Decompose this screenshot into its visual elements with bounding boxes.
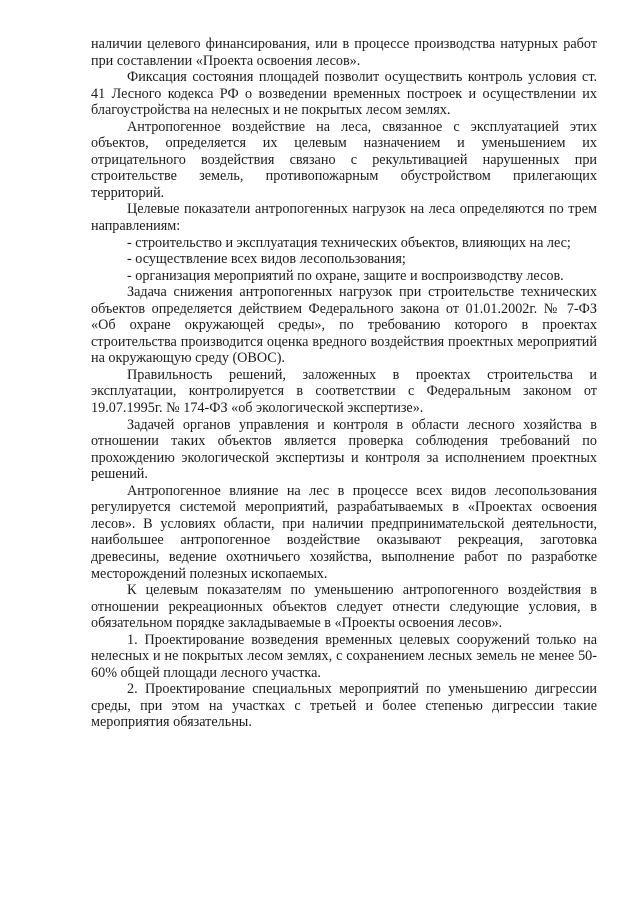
paragraph-continuation: наличии целевого финансирования, или в процессе производства натурных работ при составлении «Проекта освоения лесов». xyxy=(91,36,597,69)
paragraph-forest-use-influence: Антропогенное влияние на лес в процессе всех видов лесопользования регулируется системой мероприятий, разрабатываемых в «Проектах освоения лесов». В условиях области, при наличии предпринимательской деятельности, наибольшее антропогенное воздействие оказывают рекреация, заготовка древесины, ведение охотничьего хозяйства, выполнение работ по разработке месторождений полезных ископаемых. xyxy=(91,482,597,582)
paragraph-management-task: Задачей органов управления и контроля в области лесного хозяйства в отношении таких объектов является проверка соблюдения требований по прохождению экологической экспертизы и контроля за исполнением проектных решений. xyxy=(91,416,597,483)
list-item-protection: - организация мероприятий по охране, защите и воспроизводству лесов. xyxy=(127,267,564,284)
paragraph-reduction-task: Задача снижения антропогенных нагрузок при строительстве технических объектов определяется действием Федерального закона от 01.01.2002г. № 7-ФЗ «Об охране окружающей среды», по требованию которого в проектах строительства производится оценка вредного воздействия проектных мероприятий на окружающую среду (ОВОС). xyxy=(91,284,597,367)
list-item-forest-use: - осуществление всех видов лесопользования; xyxy=(127,251,406,268)
paragraph-recreation-indicators: К целевым показателям по уменьшению антропогенного воздействия в отношении рекреационных объектов следует отнести следующие условия, в обязательном порядке закладываемые в «Проекты освоения лесов». xyxy=(91,582,597,632)
list-item-construction: - строительство и эксплуатация технических объектов, влияющих на лес; xyxy=(127,234,571,251)
numbered-item-1: 1. Проектирование возведения временных целевых сооружений только на нелесных и не покрытых лесом землях, с сохранением лесных земель не менее 50-60% общей площади лесного участка. xyxy=(91,631,597,681)
paragraph-target-indicators: Целевые показатели антропогенных нагрузок на леса определяются по трем направлениям: xyxy=(91,201,597,235)
paragraph-area-fixation: Фиксация состояния площадей позволит осуществить контроль условия ст. 41 Лесного кодекса РФ о возведении временных построек и осуществлении их благоустройства на нелесных и не покрытых лесом землях. xyxy=(91,69,597,119)
paragraph-anthropogenic-impact: Антропогенное воздействие на леса, связанное с эксплуатацией этих объектов, определяется их целевым назначением и уменьшением их отрицательного воздействия связано с рекультивацией нарушенных при строительстве земель, противопожарным обустройством прилегающих территорий. xyxy=(91,118,597,201)
numbered-item-2: 2. Проектирование специальных мероприятий по уменьшению дигрессии среды, при этом на участках с третьей и более степенью дигрессии такие мероприятия обязательны. xyxy=(91,681,597,731)
paragraph-decision-correctness: Правильность решений, заложенных в проектах строительства и эксплуатации, контролируется в соответствии с Федеральным законом от 19.07.1995г. № 174-ФЗ «об экологической экспертизе». xyxy=(91,366,597,417)
